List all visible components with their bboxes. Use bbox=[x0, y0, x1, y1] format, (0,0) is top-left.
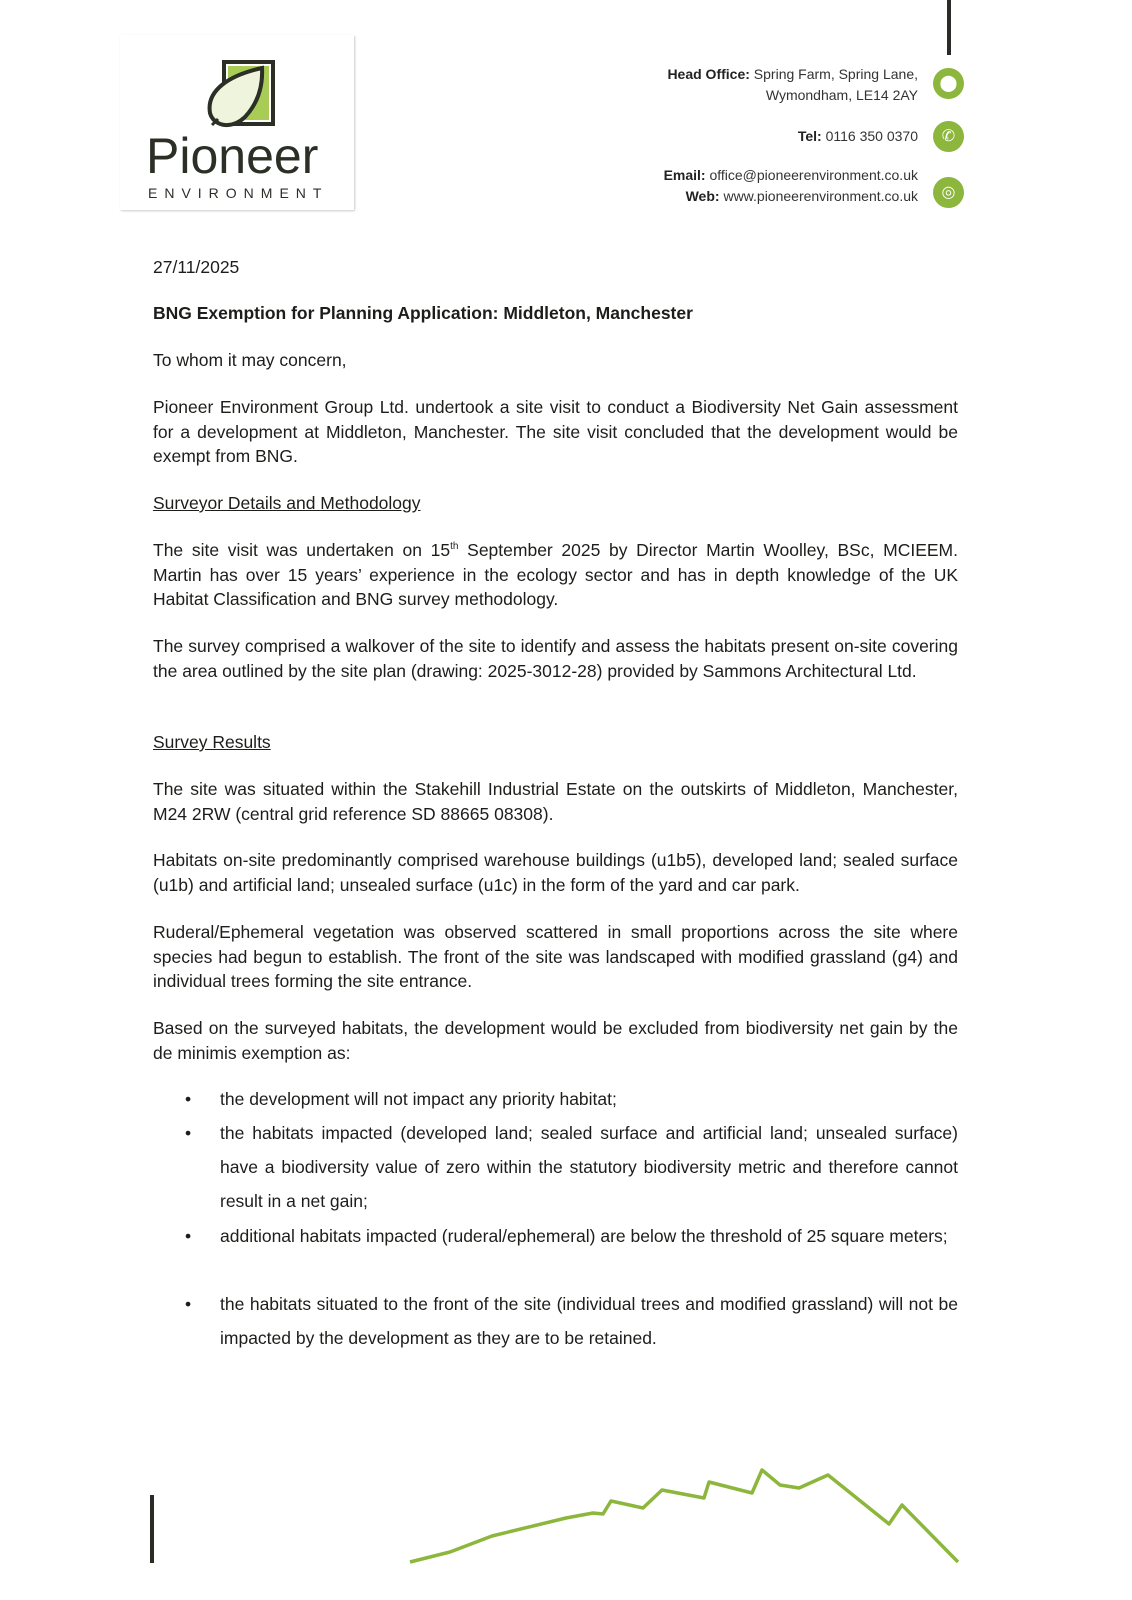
bullet-text: additional habitats impacted (ruderal/ephemeral) are below the threshold of 25 square meters; bbox=[220, 1226, 948, 1246]
section-heading-methodology: Surveyor Details and Methodology bbox=[153, 493, 421, 513]
bullet-text: the habitats situated to the front of the site (individual trees and modified grassland) will not be impacted by the development as they are to be retained. bbox=[220, 1294, 958, 1348]
location-pin-icon: ⬤ bbox=[933, 68, 964, 99]
bullet-icon: • bbox=[185, 1294, 192, 1314]
tel-number[interactable]: 0116 350 0370 bbox=[825, 128, 918, 144]
results-paragraph-4: Based on the surveyed habitats, the development would be excluded from biodiversity net gain by the de minimis exemption as: bbox=[153, 1018, 958, 1063]
p1-text-a: The site visit was undertaken on 15 bbox=[153, 540, 451, 560]
bullet-icon: • bbox=[185, 1123, 192, 1143]
bullet-text: the development will not impact any priority habitat; bbox=[220, 1089, 617, 1109]
methodology-paragraph-2: The survey comprised a walkover of the site to identify and assess the habitats present on-site covering the area outlined by the site plan (drawing: 2025-3012-28) provided by Sammons Architectural Ltd. bbox=[153, 636, 958, 681]
p1-superscript: th bbox=[450, 541, 459, 553]
results-paragraph-2: Habitats on-site predominantly comprised warehouse buildings (u1b5), developed land; sealed surface (u1b) and artificial land; unsealed surface (u1c) in the form of the yard and car park. bbox=[153, 850, 958, 895]
tel-label: Tel: bbox=[797, 128, 822, 144]
logo-subtitle: ENVIRONMENT bbox=[148, 185, 329, 201]
logo-name: Pioneer bbox=[146, 128, 319, 184]
web-link[interactable]: www.pioneerenvironment.co.uk bbox=[723, 188, 918, 204]
phone-icon: ✆ bbox=[933, 121, 964, 152]
letter-date: 27/11/2025 bbox=[153, 257, 240, 277]
email-label: Email: bbox=[663, 167, 706, 183]
address-line2: Wymondham, LE14 2AY bbox=[765, 87, 918, 103]
head-office-label: Head Office: bbox=[667, 66, 750, 82]
results-paragraph-1: The site was situated within the Stakehill Industrial Estate on the outskirts of Middleton, Manchester, M24 2RW (central grid reference SD 88665 08308). bbox=[153, 779, 958, 824]
email-link[interactable]: office@pioneerenvironment.co.uk bbox=[709, 167, 918, 183]
address-line1: Spring Farm, Spring Lane, bbox=[753, 66, 918, 82]
bullet-icon: • bbox=[185, 1226, 192, 1246]
p1-text-b: September 2025 by Director Martin Woolley, BSc, MCIEEM. Martin has over 15 years’ experience in the ecology sector and has in depth knowledge of the UK Habitat Classification and BNG survey methodology. bbox=[153, 540, 958, 609]
bullet-icon: • bbox=[185, 1089, 192, 1109]
web-label: Web: bbox=[685, 188, 720, 204]
bullet-text: the habitats impacted (developed land; sealed surface and artificial land; unsealed surface) have a biodiversity value of zero within the statutory biodiversity metric and therefore cannot result in a net gain; bbox=[220, 1123, 958, 1211]
results-paragraph-3: Ruderal/Ephemeral vegetation was observed scattered in small proportions across the site where species had begun to establish. The front of the site was landscaped with modified grassland (g4) and individual trees forming the site entrance. bbox=[153, 922, 958, 991]
section-heading-results: Survey Results bbox=[153, 732, 271, 752]
salutation: To whom it may concern, bbox=[153, 350, 347, 370]
globe-icon: ◎ bbox=[933, 177, 964, 208]
letter-subject: BNG Exemption for Planning Application: Middleton, Manchester bbox=[153, 303, 693, 323]
intro-paragraph: Pioneer Environment Group Ltd. undertook a site visit to conduct a Biodiversity Net Gain assessment for a development at Middleton, Manchester. The site visit concluded that the development would be exempt from BNG. bbox=[153, 397, 958, 466]
